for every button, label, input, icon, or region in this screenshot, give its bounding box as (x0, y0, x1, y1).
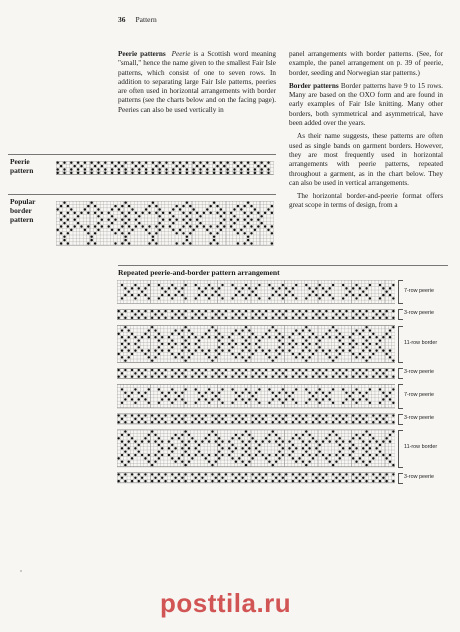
band-bracket (398, 414, 403, 425)
right-p4: The horizontal border-and-peerie format offers great scope in terms of design, from a (289, 192, 443, 210)
rule-chart (118, 265, 448, 266)
peerie-label: Peerie pattern (10, 157, 34, 175)
band-label: 11-row border (404, 444, 438, 451)
border-paragraph (289, 82, 443, 128)
band-bracket (398, 280, 403, 304)
band-bracket (398, 368, 403, 379)
right-p1: panel arrangements with border patterns. (See, for example, the panel arrangement on p. 39 of peerie, border, seeding and Norwegian star patterns.) (289, 50, 443, 77)
section-name: Pattern (135, 15, 157, 24)
band-bracket (398, 384, 403, 408)
band-label: 3-row peerie (404, 414, 434, 421)
band-bracket (398, 473, 403, 484)
left-column (118, 50, 276, 119)
page-number: 36 (118, 15, 126, 24)
band-bracket (398, 309, 403, 320)
band-bracket (398, 430, 403, 468)
chart-title: Repeated peerie-and-border pattern arrangement (118, 268, 280, 277)
chart-svg (56, 161, 274, 176)
border-text: Border patterns have 9 to 15 rows. Many are based on the OXO form and are found in early examples of Fair Isle knitting. Many other borders, both symmetrical and asymmetrical, have been added over the years. (289, 81, 443, 128)
peerie-term: Peerie patterns (118, 50, 166, 58)
rule-peerie (8, 154, 276, 155)
band-label: 3-row peerie (404, 310, 434, 317)
peerie-text: is a Scottish word meaning "small," hence the name given to the smallest Fair Isle patterns, which consist of one to seven rows. In addition to separating large Fair Isle patterns, peeries are often used in horizontal arrangements with border patterns (see the charts below and on the facing page). Peeries can also be used vertically in (118, 50, 277, 114)
border-term: Border patterns (289, 81, 339, 90)
band-label: 7-row peerie (404, 392, 434, 399)
watermark: posttila.ru (160, 588, 292, 618)
band-bracket (398, 326, 403, 364)
right-column (289, 50, 443, 215)
peerie-chart (56, 161, 274, 176)
chart-svg (56, 201, 274, 246)
band-label: 7-row peerie (404, 287, 434, 294)
page-header (118, 15, 157, 24)
border-chart (56, 201, 274, 246)
chart-svg (117, 280, 395, 489)
peerie-paragraph (118, 50, 276, 115)
arrangement-chart (117, 280, 395, 489)
border-label: Popular border pattern (10, 197, 36, 224)
band-label: 3-row peerie (404, 473, 434, 480)
rule-border (8, 194, 276, 195)
right-p3: As their name suggests, these patterns are often used as single bands on garment borders. However, they are most frequently used in horizontal arrangements with peerie patterns, repeated throughout a garment, as in the chart below. They can also be used in vertical arrangements. (289, 132, 443, 187)
page-speck (20, 570, 22, 572)
band-label: 11-row border (404, 339, 438, 346)
peerie-italic: Peerie (171, 50, 191, 58)
band-label: 3-row peerie (404, 369, 434, 376)
